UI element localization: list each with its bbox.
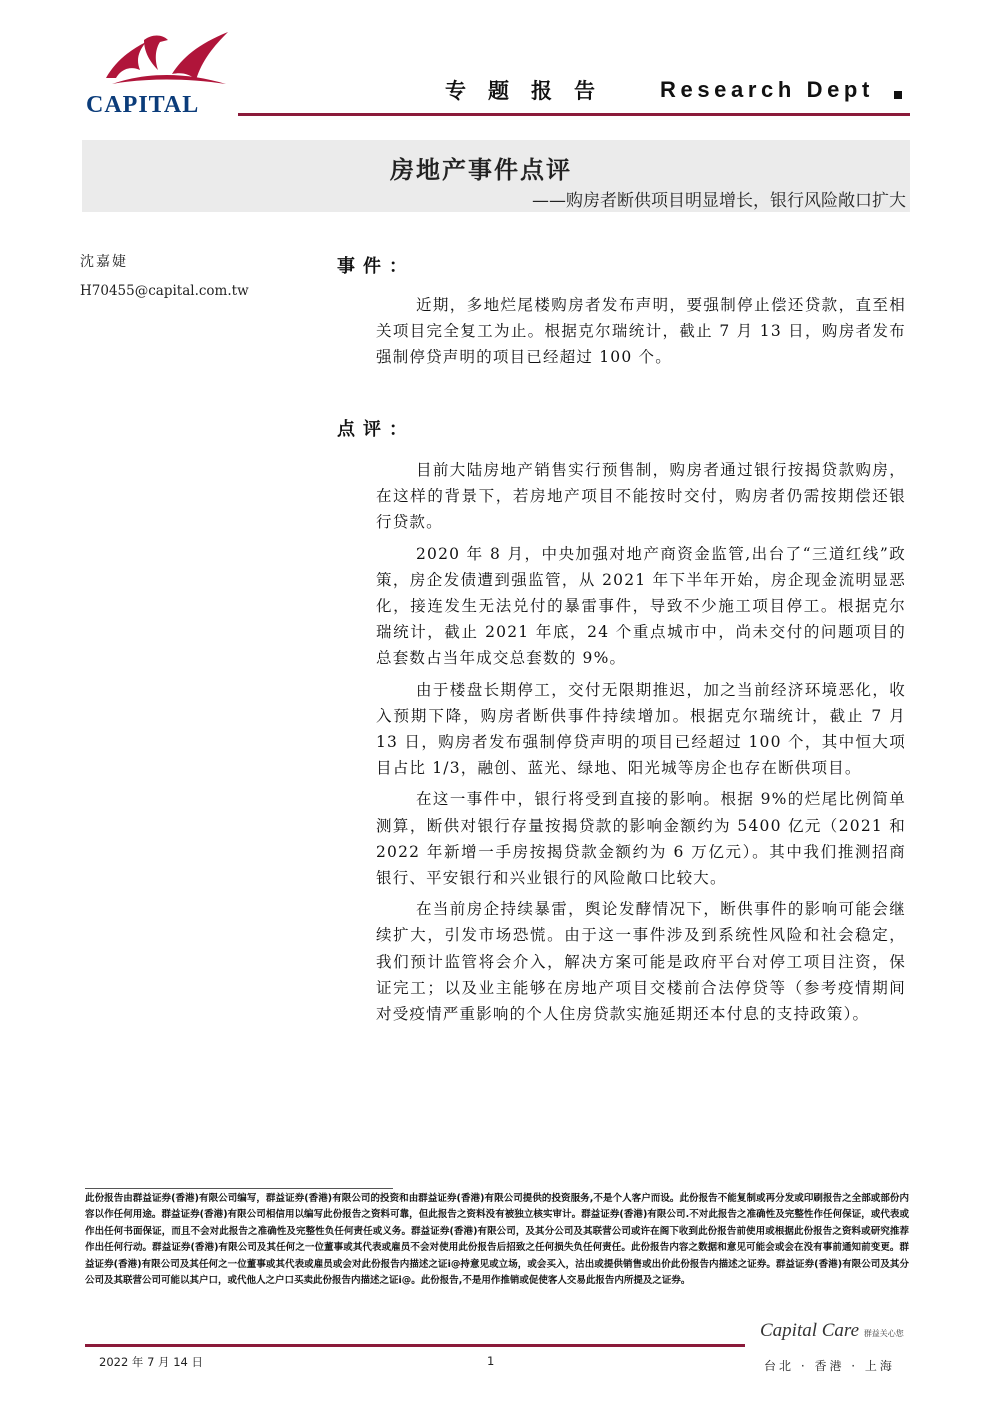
page-number: 1 — [487, 1354, 495, 1368]
capital-logo — [86, 30, 236, 120]
bird-logo-icon — [86, 30, 236, 94]
report-date: 2022 年 7 月 14 日 — [99, 1355, 203, 1369]
comment-paragraph: 目前大陆房地产销售实行预售制，购房者通过银行按揭贷款购房，在这样的背景下，若房地产项目不能按时交付，购房者仍需按期偿还银行贷款。 — [376, 461, 906, 532]
event-body — [376, 292, 906, 376]
capital-care-slogan: 群益关心您 — [863, 1329, 904, 1338]
comment-heading: 点评： — [337, 419, 415, 440]
header-square-mark — [894, 91, 902, 99]
title-box — [82, 140, 910, 212]
page-title: 房地产事件点评 — [390, 156, 572, 184]
research-dept: Research Dept — [660, 77, 874, 102]
comment-paragraph: 2020 年 8 月，中央加强对地产商资金监管,出台了“三道红线”政策，房企发债遭到强监管，从 2021 年下半年开始，房企现金流明显恶化，接连发生无法兑付的暴雷事件，导致不少施工项目停工。根据克尔瑞统计，截止 2021 年底，24 个重点城市中，尚未交付的问题项目的总套数占当年成交总套数的 9%。 — [376, 544, 906, 668]
capital-care-logo — [760, 1320, 904, 1342]
comment-paragraph: 在当前房企持续暴雷，舆论发酵情况下，断供事件的影响可能会继续扩大，引发市场恐慌。由于这一事件涉及到系统性风险和社会稳定，我们预计监管将会介入，解决方案可能是政府平台对停工项目注资，保证完工；以及业主能够在房地产项目交楼前合法停贷等（参考疫情期间对受疫情严重影响的个人住房贷款实施延期还本付息的支持政策）。 — [376, 900, 906, 1024]
author-email[interactable]: H70455@capital.com.tw — [80, 283, 249, 299]
event-paragraph: 近期，多地烂尾楼购房者发布声明，要强制停止偿还贷款，直至相关项目完全复工为止。根据克尔瑞统计，截止 7 月 13 日，购房者发布强制停贷声明的项目已经超过 100 个。 — [376, 296, 906, 367]
author-name: 沈嘉婕 — [80, 254, 128, 270]
footnote-divider — [85, 1188, 393, 1189]
office-cities: 台北 · 香港 · 上海 — [764, 1359, 895, 1373]
logo-text: CAPITAL — [86, 92, 200, 118]
comment-paragraph: 由于楼盘长期停工，交付无限期推迟，加之当前经济环境恶化，收入预期下降，购房者断供事件持续增加。根据克尔瑞统计，截止 7 月 13 日，购房者发布强制停贷声明的项目已经超过 100 个，其中恒大项目占比 1/3，融创、蓝光、绿地、阳光城等房企也存在断供项目。 — [376, 680, 906, 778]
report-type: 专题报告 — [445, 79, 617, 103]
comment-paragraph: 在这一事件中，银行将受到直接的影响。根据 9%的烂尾比例简单测算，断供对银行存量按揭贷款的影响金额约为 5400 亿元（2021 和 2022 年新增一手房按揭贷款金额约为 6 万亿元）。其中我们推测招商银行、平安银行和兴业银行的风险敞口比较大。 — [376, 790, 906, 888]
comment-body — [376, 457, 906, 1032]
capital-care-brand: Capital Care — [760, 1320, 860, 1341]
header-divider — [238, 113, 910, 116]
disclaimer-text: 此份报告由群益证券(香港)有限公司编写，群益证券(香港)有限公司的投资和由群益证券(香港)有限公司提供的投资服务,不是个人客户而设。此份报告不能复制或再分发或印刷报告之全部或部份内容以作任何用途。群益证券(香港)有限公司相信用以编写此份报告之资料可靠，但此报告之资料没有被独立核实审计。群益证券(香港)有限公司.不对此报告之准确性及完整性作任何保证，或代表或作出任何书面保证，而且不会对此报告之准确性及完整性负任何责任或义务。群益证券(香港)有限公司，及其分公司及其联营公司或许在阁下收到此份报告前使用或根据此份报告之资料或研究推荐作出任何行动。群益证券(香港)有限公司及其任何之一位董事或其代表或雇员不会对使用此份报告后招致之任何损失负任何责任。此份报告内容之数据和意见可能会或会在没有事前通知前变更。群益证券(香港)有限公司及其任何之一位董事或其代表或雇员或会对此份报告内描述之证i@持意见或立场，或会买入，沽出或提供销售或出价此份报告内描述之证券。群益证券(香港)有限公司及其分公司及其联营公司可能以其户口，或代他人之户口买卖此份报告内描述之证i@。此份报告,不是用作推销或促使客人交易此报告内所提及之证券。 — [85, 1193, 909, 1287]
footer-divider — [85, 1344, 745, 1347]
event-heading: 事件： — [337, 256, 415, 277]
page-subtitle: ——购房者断供项目明显增长，银行风险敞口扩大 — [532, 191, 906, 211]
